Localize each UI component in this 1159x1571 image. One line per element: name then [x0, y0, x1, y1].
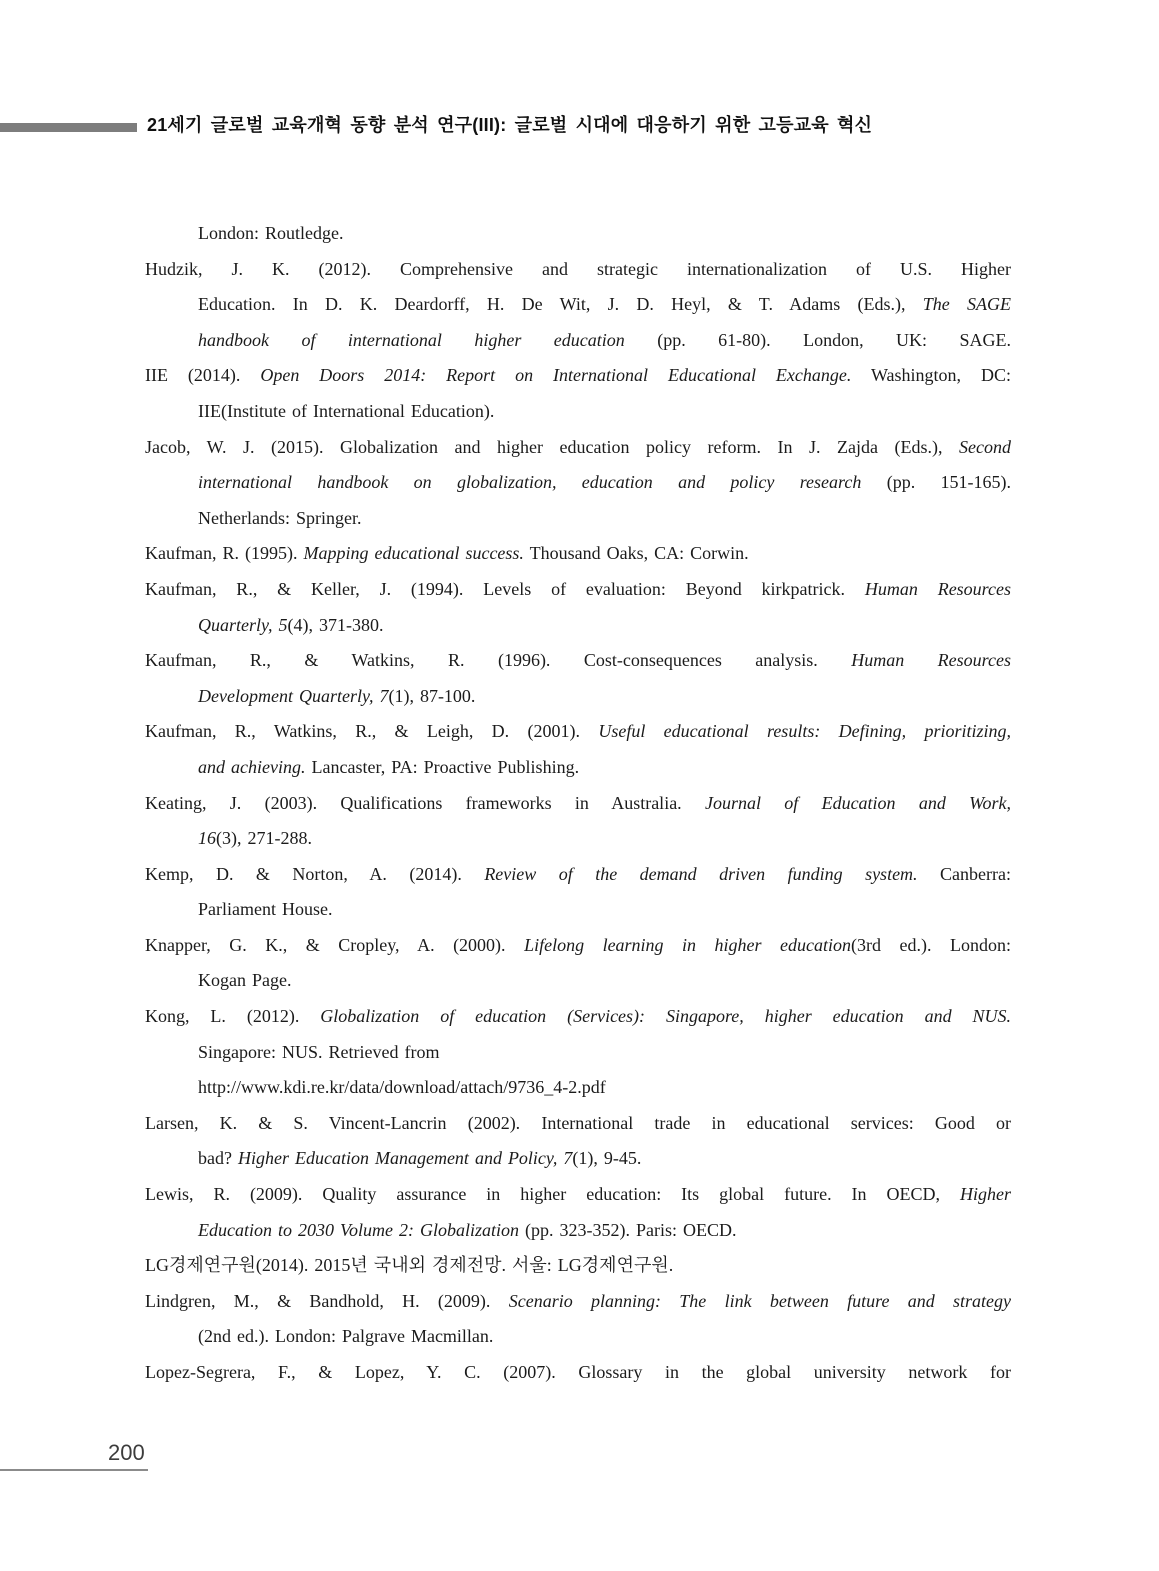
reference-line	[145, 679, 1011, 715]
reference-text-segment: Knapper, G. K., & Cropley, A. (2000).	[145, 934, 525, 955]
header-accent-bar	[0, 123, 137, 132]
reference-text-segment: Larsen, K. & S. Vincent-Lancrin (2002). International trade in educational services: Good or	[145, 1112, 1011, 1133]
reference-text-segment: http://www.kdi.re.kr/data/download/attach/9736_4-2.pdf	[198, 1077, 606, 1098]
reference-line	[145, 1355, 1011, 1391]
footer-rule	[0, 1469, 148, 1471]
reference-title-segment: and achieving.	[198, 756, 306, 777]
reference-title-segment: Higher	[960, 1184, 1011, 1205]
reference-title-segment: Journal of Education and Work,	[704, 792, 1011, 813]
reference-text-segment: Washington, DC:	[851, 365, 1011, 386]
reference-title-segment: Education to 2030 Volume 2: Globalization	[198, 1219, 519, 1240]
reference-line	[145, 643, 1011, 679]
reference-line	[145, 287, 1011, 323]
reference-entry	[145, 1248, 1011, 1284]
reference-line	[145, 252, 1011, 288]
reference-title-segment: Globalization of education (Services): Singapore, higher education and NUS.	[320, 1006, 1012, 1027]
reference-text-segment: Kong, L. (2012).	[145, 1006, 321, 1027]
reference-text-segment: Kaufman, R., & Keller, J. (1994). Levels of evaluation: Beyond kirkpatrick.	[145, 578, 865, 599]
reference-line	[145, 821, 1011, 857]
reference-entry	[145, 1355, 1011, 1391]
reference-line	[145, 216, 1011, 252]
reference-line	[145, 1070, 1011, 1106]
reference-title-segment: Second	[959, 436, 1011, 457]
reference-line	[145, 999, 1011, 1035]
reference-text-segment: Keating, J. (2003). Qualifications frameworks in Australia.	[145, 792, 705, 813]
reference-text-segment: IIE(Institute of International Education).	[198, 400, 495, 421]
reference-title-segment: Human Resources	[851, 650, 1011, 671]
reference-title-segment: Higher Education Management and Policy, 7	[237, 1148, 573, 1169]
reference-title-segment: Review of the demand driven funding system.	[484, 863, 918, 884]
reference-entry	[145, 643, 1011, 714]
reference-entry	[145, 430, 1011, 537]
reference-text-segment: Hudzik, J. K. (2012). Comprehensive and strategic internationalization of U.S. Higher	[145, 258, 1011, 279]
reference-entry	[145, 714, 1011, 785]
reference-line	[145, 465, 1011, 501]
reference-line	[145, 358, 1011, 394]
reference-line	[145, 430, 1011, 466]
reference-title-segment: Open Doors 2014: Report on International Educational Exchange.	[260, 365, 852, 386]
reference-line	[145, 394, 1011, 430]
reference-text-segment: Jacob, W. J. (2015). Globalization and higher education policy reform. In J. Zajda (Eds.),	[145, 436, 960, 457]
reference-line	[145, 928, 1011, 964]
reference-entry	[145, 999, 1011, 1106]
reference-text-segment: IIE (2014).	[145, 365, 261, 386]
reference-text-segment: (3), 271-288.	[216, 828, 312, 849]
reference-title-segment: Mapping educational success.	[303, 543, 524, 564]
reference-entry	[145, 928, 1011, 999]
reference-entry	[145, 786, 1011, 857]
reference-title-segment: Scenario planning: The link between future and strategy	[508, 1290, 1012, 1311]
reference-line	[145, 536, 1011, 572]
reference-line	[145, 1177, 1011, 1213]
reference-title-segment: Lifelong learning in higher education	[524, 934, 852, 955]
reference-text-segment: Lindgren, M., & Bandhold, H. (2009).	[145, 1290, 509, 1311]
page-header-title: 21세기 글로벌 교육개혁 동향 분석 연구(III): 글로벌 시대에 대응하기 위한 고등교육 혁신	[147, 115, 873, 135]
reference-line	[145, 963, 1011, 999]
reference-text-segment: Kaufman, R., Watkins, R., & Leigh, D. (2001).	[145, 721, 599, 742]
reference-text-segment: (pp. 151-165).	[861, 472, 1012, 493]
reference-text-segment: Kaufman, R., & Watkins, R. (1996). Cost-consequences analysis.	[145, 650, 852, 671]
reference-text-segment: Parliament House.	[198, 899, 333, 920]
reference-entry	[145, 252, 1011, 359]
reference-text-segment: (1), 9-45.	[572, 1148, 642, 1169]
reference-title-segment: handbook of international higher education	[198, 329, 625, 350]
reference-text-segment: Kaufman, R. (1995).	[145, 543, 304, 564]
references-list	[145, 216, 1011, 1391]
reference-line	[145, 1284, 1011, 1320]
reference-line	[145, 1319, 1011, 1355]
reference-text-segment: Lopez-Segrera, F., & Lopez, Y. C. (2007). Glossary in the global university network for	[145, 1362, 1011, 1382]
reference-entry	[145, 1177, 1011, 1248]
reference-line	[145, 323, 1011, 359]
reference-text-segment: Education. In D. K. Deardorff, H. De Wit, J. D. Heyl, & T. Adams (Eds.),	[198, 294, 923, 315]
reference-entry	[145, 1106, 1011, 1177]
reference-title-segment: Human Resources	[864, 578, 1012, 599]
reference-line	[145, 608, 1011, 644]
reference-entry	[145, 857, 1011, 928]
reference-text-segment: Singapore: NUS. Retrieved from	[198, 1041, 440, 1062]
reference-entry	[145, 358, 1011, 429]
reference-line	[145, 750, 1011, 786]
reference-text-segment: (pp. 323-352). Paris: OECD.	[518, 1219, 737, 1240]
reference-text-segment: Lancaster, PA: Proactive Publishing.	[305, 756, 580, 777]
page-number: 200	[108, 1440, 145, 1465]
reference-line	[145, 786, 1011, 822]
reference-text-segment: (2nd ed.). London: Palgrave Macmillan.	[198, 1326, 494, 1347]
reference-text-segment: (3rd ed.). London:	[851, 934, 1011, 955]
reference-text-segment: (pp. 61-80). London, UK: SAGE.	[624, 329, 1011, 350]
reference-line	[145, 714, 1011, 750]
reference-title-segment: 16	[198, 828, 216, 849]
reference-entry	[145, 216, 1011, 252]
reference-text-segment: Kogan Page.	[198, 970, 292, 991]
reference-title-segment: The SAGE	[922, 294, 1011, 315]
reference-line	[145, 892, 1011, 928]
reference-line	[145, 1248, 1011, 1284]
reference-line	[145, 572, 1011, 608]
reference-text-segment: (1), 87-100.	[388, 685, 476, 706]
reference-text-segment: (4), 371-380.	[287, 614, 384, 635]
reference-title-segment: Development Quarterly, 7	[198, 685, 389, 706]
reference-entry	[145, 536, 1011, 572]
reference-line	[145, 1106, 1011, 1142]
reference-title-segment: Quarterly, 5	[198, 614, 288, 635]
reference-entry	[145, 1284, 1011, 1355]
reference-line	[145, 501, 1011, 537]
reference-line	[145, 1035, 1011, 1071]
reference-text-segment: Canberra:	[917, 863, 1011, 884]
reference-text-segment: Thousand Oaks, CA: Corwin.	[523, 543, 749, 564]
reference-title-segment: Useful educational results: Defining, prioritizing,	[598, 721, 1011, 742]
reference-line	[145, 1141, 1011, 1177]
reference-text-segment: Lewis, R. (2009). Quality assurance in higher education: Its global future. In OECD,	[145, 1184, 960, 1205]
reference-text-segment: Kemp, D. & Norton, A. (2014).	[145, 863, 485, 884]
reference-entry	[145, 572, 1011, 643]
reference-line	[145, 857, 1011, 893]
reference-text-segment: bad?	[198, 1148, 238, 1169]
reference-text-segment: Netherlands: Springer.	[198, 507, 362, 528]
reference-title-segment: international handbook on globalization, education and policy research	[198, 472, 862, 493]
reference-text-segment: London: Routledge.	[198, 223, 344, 243]
reference-text-segment: LG경제연구원(2014). 2015년 국내외 경제전망. 서울: LG경제연구원.	[145, 1255, 674, 1276]
reference-line	[145, 1213, 1011, 1249]
